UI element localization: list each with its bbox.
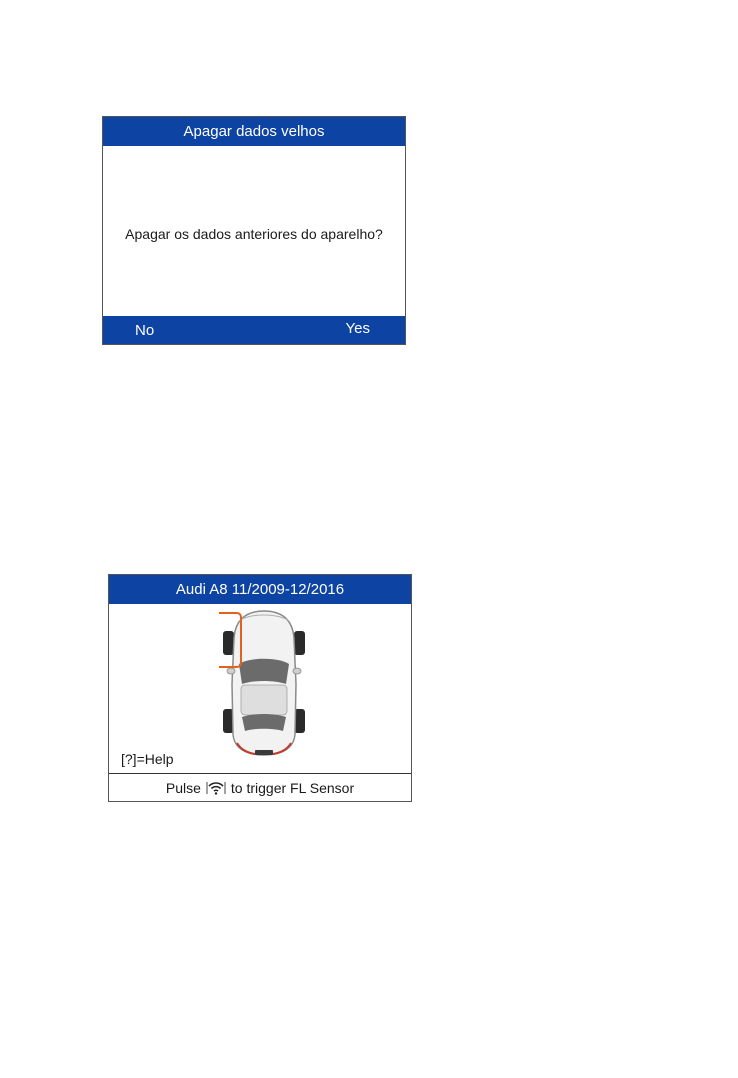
yes-button[interactable]: Yes [345,320,370,337]
no-button[interactable]: No [135,322,155,339]
sensor-trigger-screen [108,574,412,802]
car-rear-window [242,714,286,731]
status-prefix: Pulse [165,779,201,796]
status-suffix: to trigger FL Sensor [230,779,355,796]
status-bar [109,773,411,801]
dialog-message: Apagar os dados anteriores do aparelho? [125,226,383,242]
erase-data-dialog [102,116,406,345]
vehicle-title: Audi A8 11/2009-12/2016 [109,575,411,604]
wheel-front-right[interactable] [294,631,305,655]
dialog-button-bar [103,316,405,344]
wheel-front-left[interactable] [223,631,234,655]
dialog-title: Apagar dados velhos [103,117,405,146]
car-top-view [219,609,309,759]
wifi-signal-icon [205,780,227,796]
car-windshield [239,659,289,684]
help-hint: [?]=Help [121,751,174,767]
